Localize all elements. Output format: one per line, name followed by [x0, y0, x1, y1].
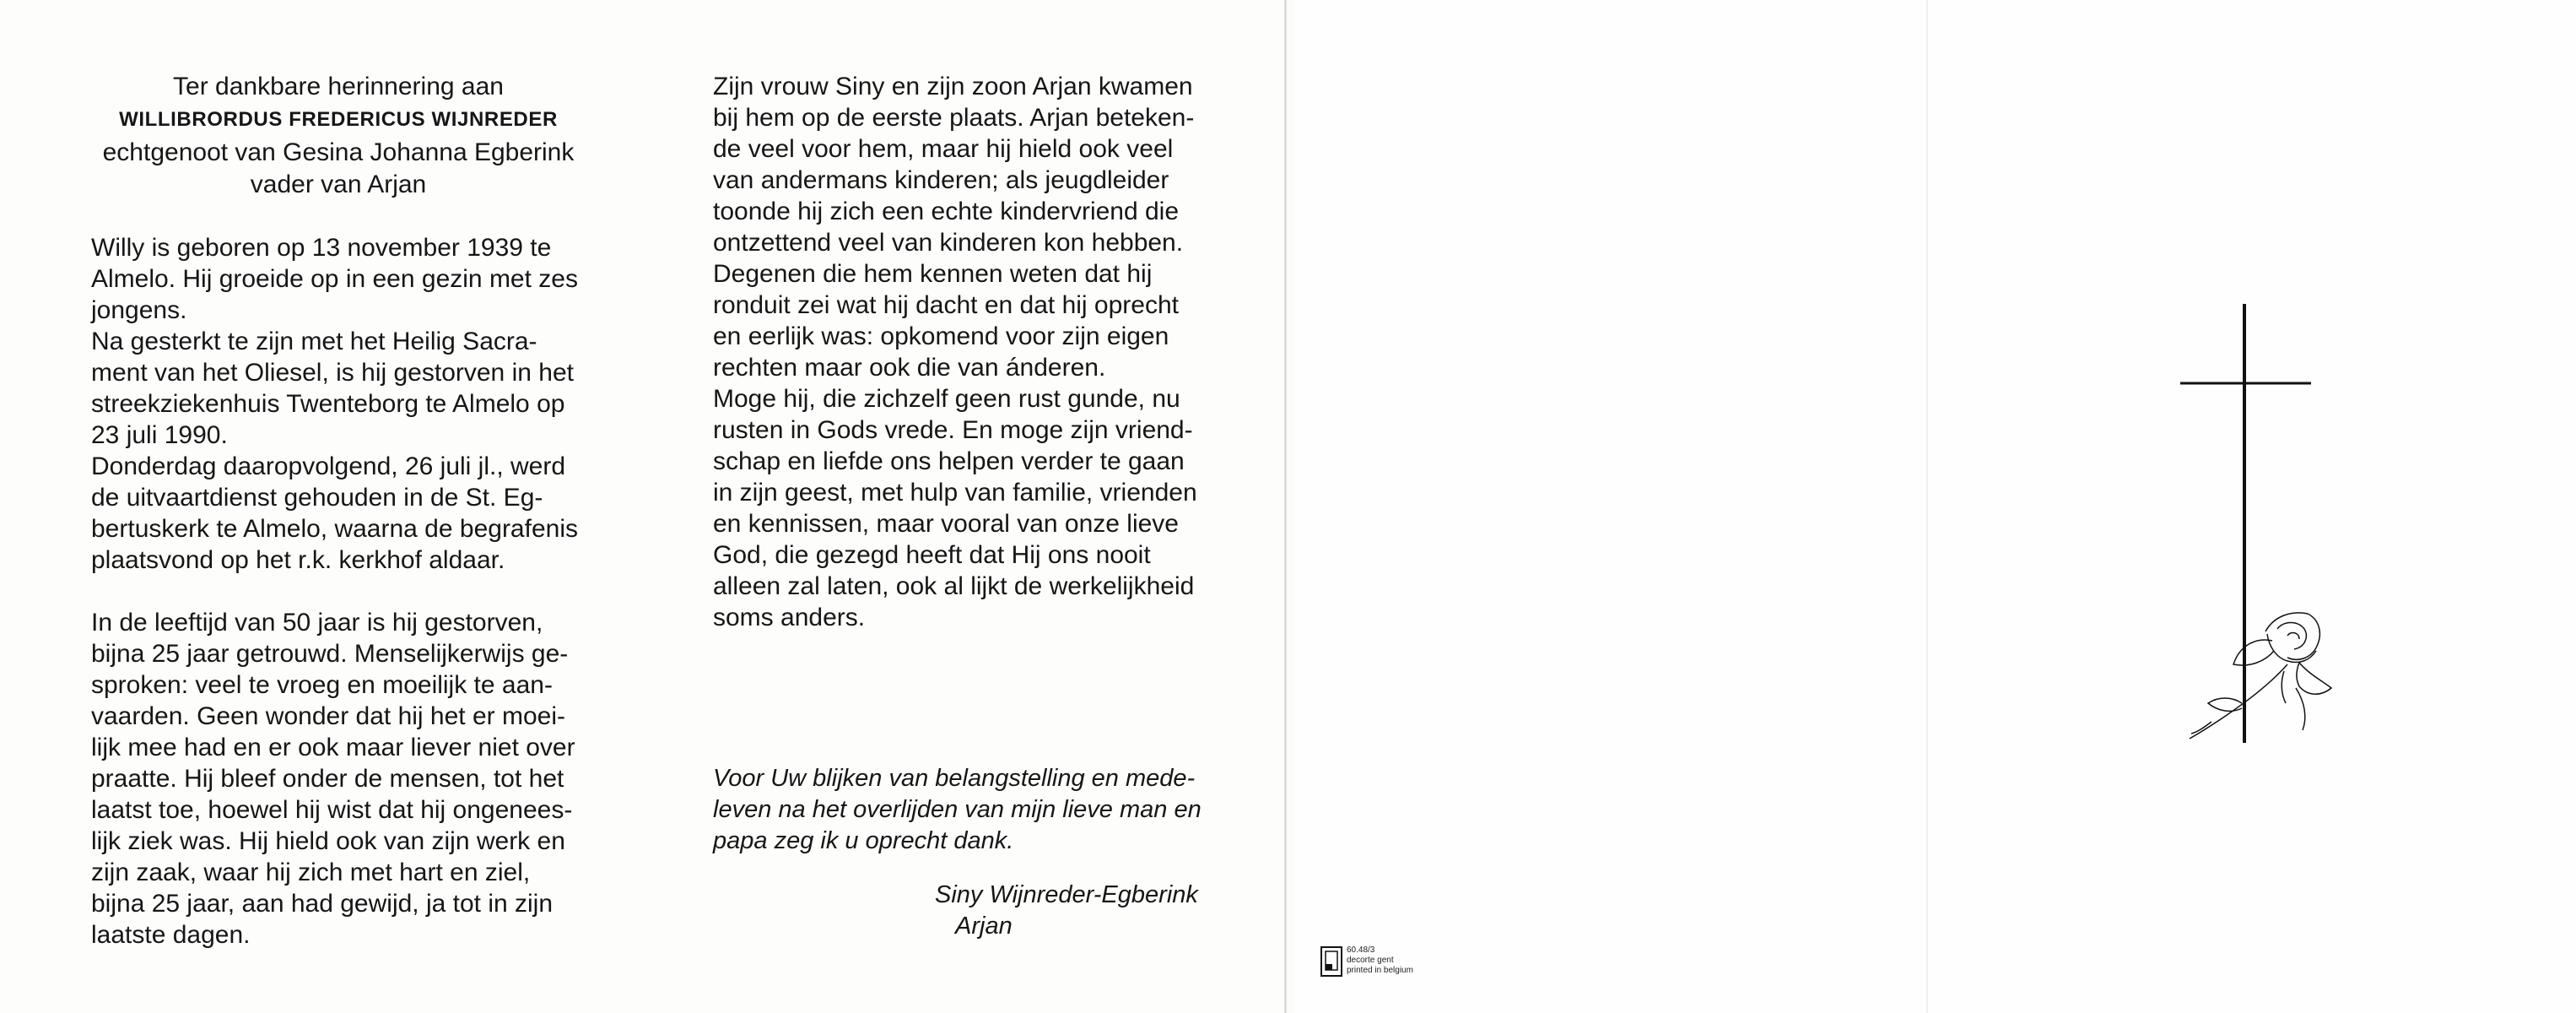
text-line: Donderdag daaropvolgend, 26 juli jl., werd	[91, 452, 566, 480]
card-fold-right	[1926, 0, 1928, 1013]
text-line: de veel voor hem, maar hij hield ook veel	[713, 135, 1174, 163]
text-line: zijn zaak, waar hij zich met hart en ziel,	[91, 859, 531, 886]
spouse-line: echtgenoot van Gesina Johanna Egberink	[102, 138, 575, 166]
text-line: toonde hij zich een echte kindervriend die	[713, 198, 1180, 225]
text-line: lijk mee had en er ook maar liever niet over	[91, 734, 575, 761]
printer-origin: printed in belgium	[1347, 966, 1413, 975]
text-line: Zijn vrouw Siny en zijn zoon Arjan kwamen	[713, 73, 1193, 100]
text-line: de uitvaartdienst gehouden in de St. Eg-	[91, 484, 543, 512]
printer-text	[1347, 945, 1413, 976]
card-fold-left	[1284, 0, 1287, 1013]
back-cover-panel	[1294, 0, 2576, 1013]
rose-icon	[2190, 613, 2331, 739]
signature-block	[935, 880, 1198, 942]
text-line: lijk ziek was. Hij hield ook van zijn werk en	[91, 827, 565, 855]
text-line: soms anders.	[713, 604, 866, 631]
cross-icon	[2180, 304, 2311, 743]
thank-you-note	[713, 763, 1219, 857]
printer-mark	[1320, 945, 1413, 979]
signature-name: Arjan	[955, 913, 1013, 940]
text-line: jongens.	[91, 296, 187, 324]
header-block	[91, 71, 586, 201]
text-line: Degenen die hem kennen weten dat hij	[713, 260, 1153, 288]
text-line: en eerlijk was: opkomend voor zijn eigen	[713, 322, 1169, 350]
text-line: van andermans kinderen; als jeugdleider	[713, 166, 1169, 194]
text-line: bertuskerk te Almelo, waarna de begrafenis	[91, 515, 578, 543]
signature-name: Siny Wijnreder-Egberink	[935, 881, 1198, 908]
text-line: Moge hij, die zichzelf geen rust gunde, nu	[713, 385, 1180, 413]
paragraph-funeral	[91, 451, 586, 576]
text-line: alleen zal laten, ook al lijkt de werkelijkheid	[713, 572, 1195, 600]
text-line: Voor Uw blijken van belangstelling en mede-	[713, 765, 1196, 792]
paragraph-prayer	[713, 383, 1211, 633]
text-line: ontzettend veel van kinderen kon hebben.	[713, 229, 1184, 257]
printer-code: 60.48/3	[1347, 945, 1375, 955]
left-text-column	[91, 71, 586, 951]
text-line: In de leeftijd van 50 jaar is hij gestorven,	[91, 609, 543, 637]
text-line: ment van het Oliesel, is hij gestorven in het	[91, 359, 574, 387]
header-intro: Ter dankbare herinnering aan	[173, 73, 504, 100]
father-line: vader van Arjan	[250, 171, 427, 198]
text-line: plaatsvond op het r.k. kerkhof aldaar.	[91, 546, 505, 574]
text-line: papa zeg ik u oprecht dank.	[713, 827, 1014, 854]
text-line: rusten in Gods vrede. En moge zijn vriend-	[713, 416, 1193, 444]
deceased-name: WILLIBRORDUS FREDERICUS WIJNREDER	[119, 108, 558, 131]
text-line: Almelo. Hij groeide op in een gezin met zes	[91, 265, 578, 293]
text-line: praatte. Hij bleef onder de mensen, tot het	[91, 765, 564, 793]
text-line: Na gesterkt te zijn met het Heilig Sacra-	[91, 328, 537, 355]
text-line: streekziekenhuis Twenteborg te Almelo op	[91, 390, 565, 418]
cross-with-rose-illustration	[2173, 300, 2333, 806]
text-line: 23 juli 1990.	[91, 421, 228, 449]
printer-logo-icon	[1320, 945, 1343, 979]
text-line: God, die gezegd heeft dat Hij ons nooit	[713, 541, 1151, 569]
text-line: bijna 25 jaar, aan had gewijd, ja tot in zijn	[91, 890, 554, 918]
text-line: bij hem op de eerste plaats. Arjan beteken-	[713, 104, 1195, 132]
text-line: bijna 25 jaar getrouwd. Menselijkerwijs ge-	[91, 640, 569, 668]
middle-text-column	[713, 71, 1211, 633]
text-line: Willy is geboren op 13 november 1939 te	[91, 234, 552, 262]
text-line: ronduit zei wat hij dacht en dat hij oprecht	[713, 291, 1179, 319]
text-line: sproken: veel te vroeg en moeilijk te aan-	[91, 671, 553, 699]
printer-name: decorte gent	[1347, 956, 1394, 965]
text-line: laatste dagen.	[91, 921, 251, 949]
paragraph-family	[713, 71, 1211, 383]
paragraph-life	[91, 607, 586, 951]
text-line: en kennissen, maar vooral van onze lieve	[713, 510, 1179, 538]
text-line: vaarden. Geen wonder dat hij het er moei-	[91, 702, 565, 730]
text-line: schap en liefde ons helpen verder te gaan	[713, 447, 1185, 475]
paragraph-death	[91, 326, 586, 451]
text-line: rechten maar ook die van ánderen.	[713, 354, 1106, 382]
text-line: leven na het overlijden van mijn lieve man en	[713, 796, 1202, 823]
text-line: in zijn geest, met hulp van familie, vrienden	[713, 479, 1197, 506]
text-line: laatst toe, hoewel hij wist dat hij ongenees-	[91, 796, 573, 824]
paragraph-birth	[91, 232, 586, 326]
